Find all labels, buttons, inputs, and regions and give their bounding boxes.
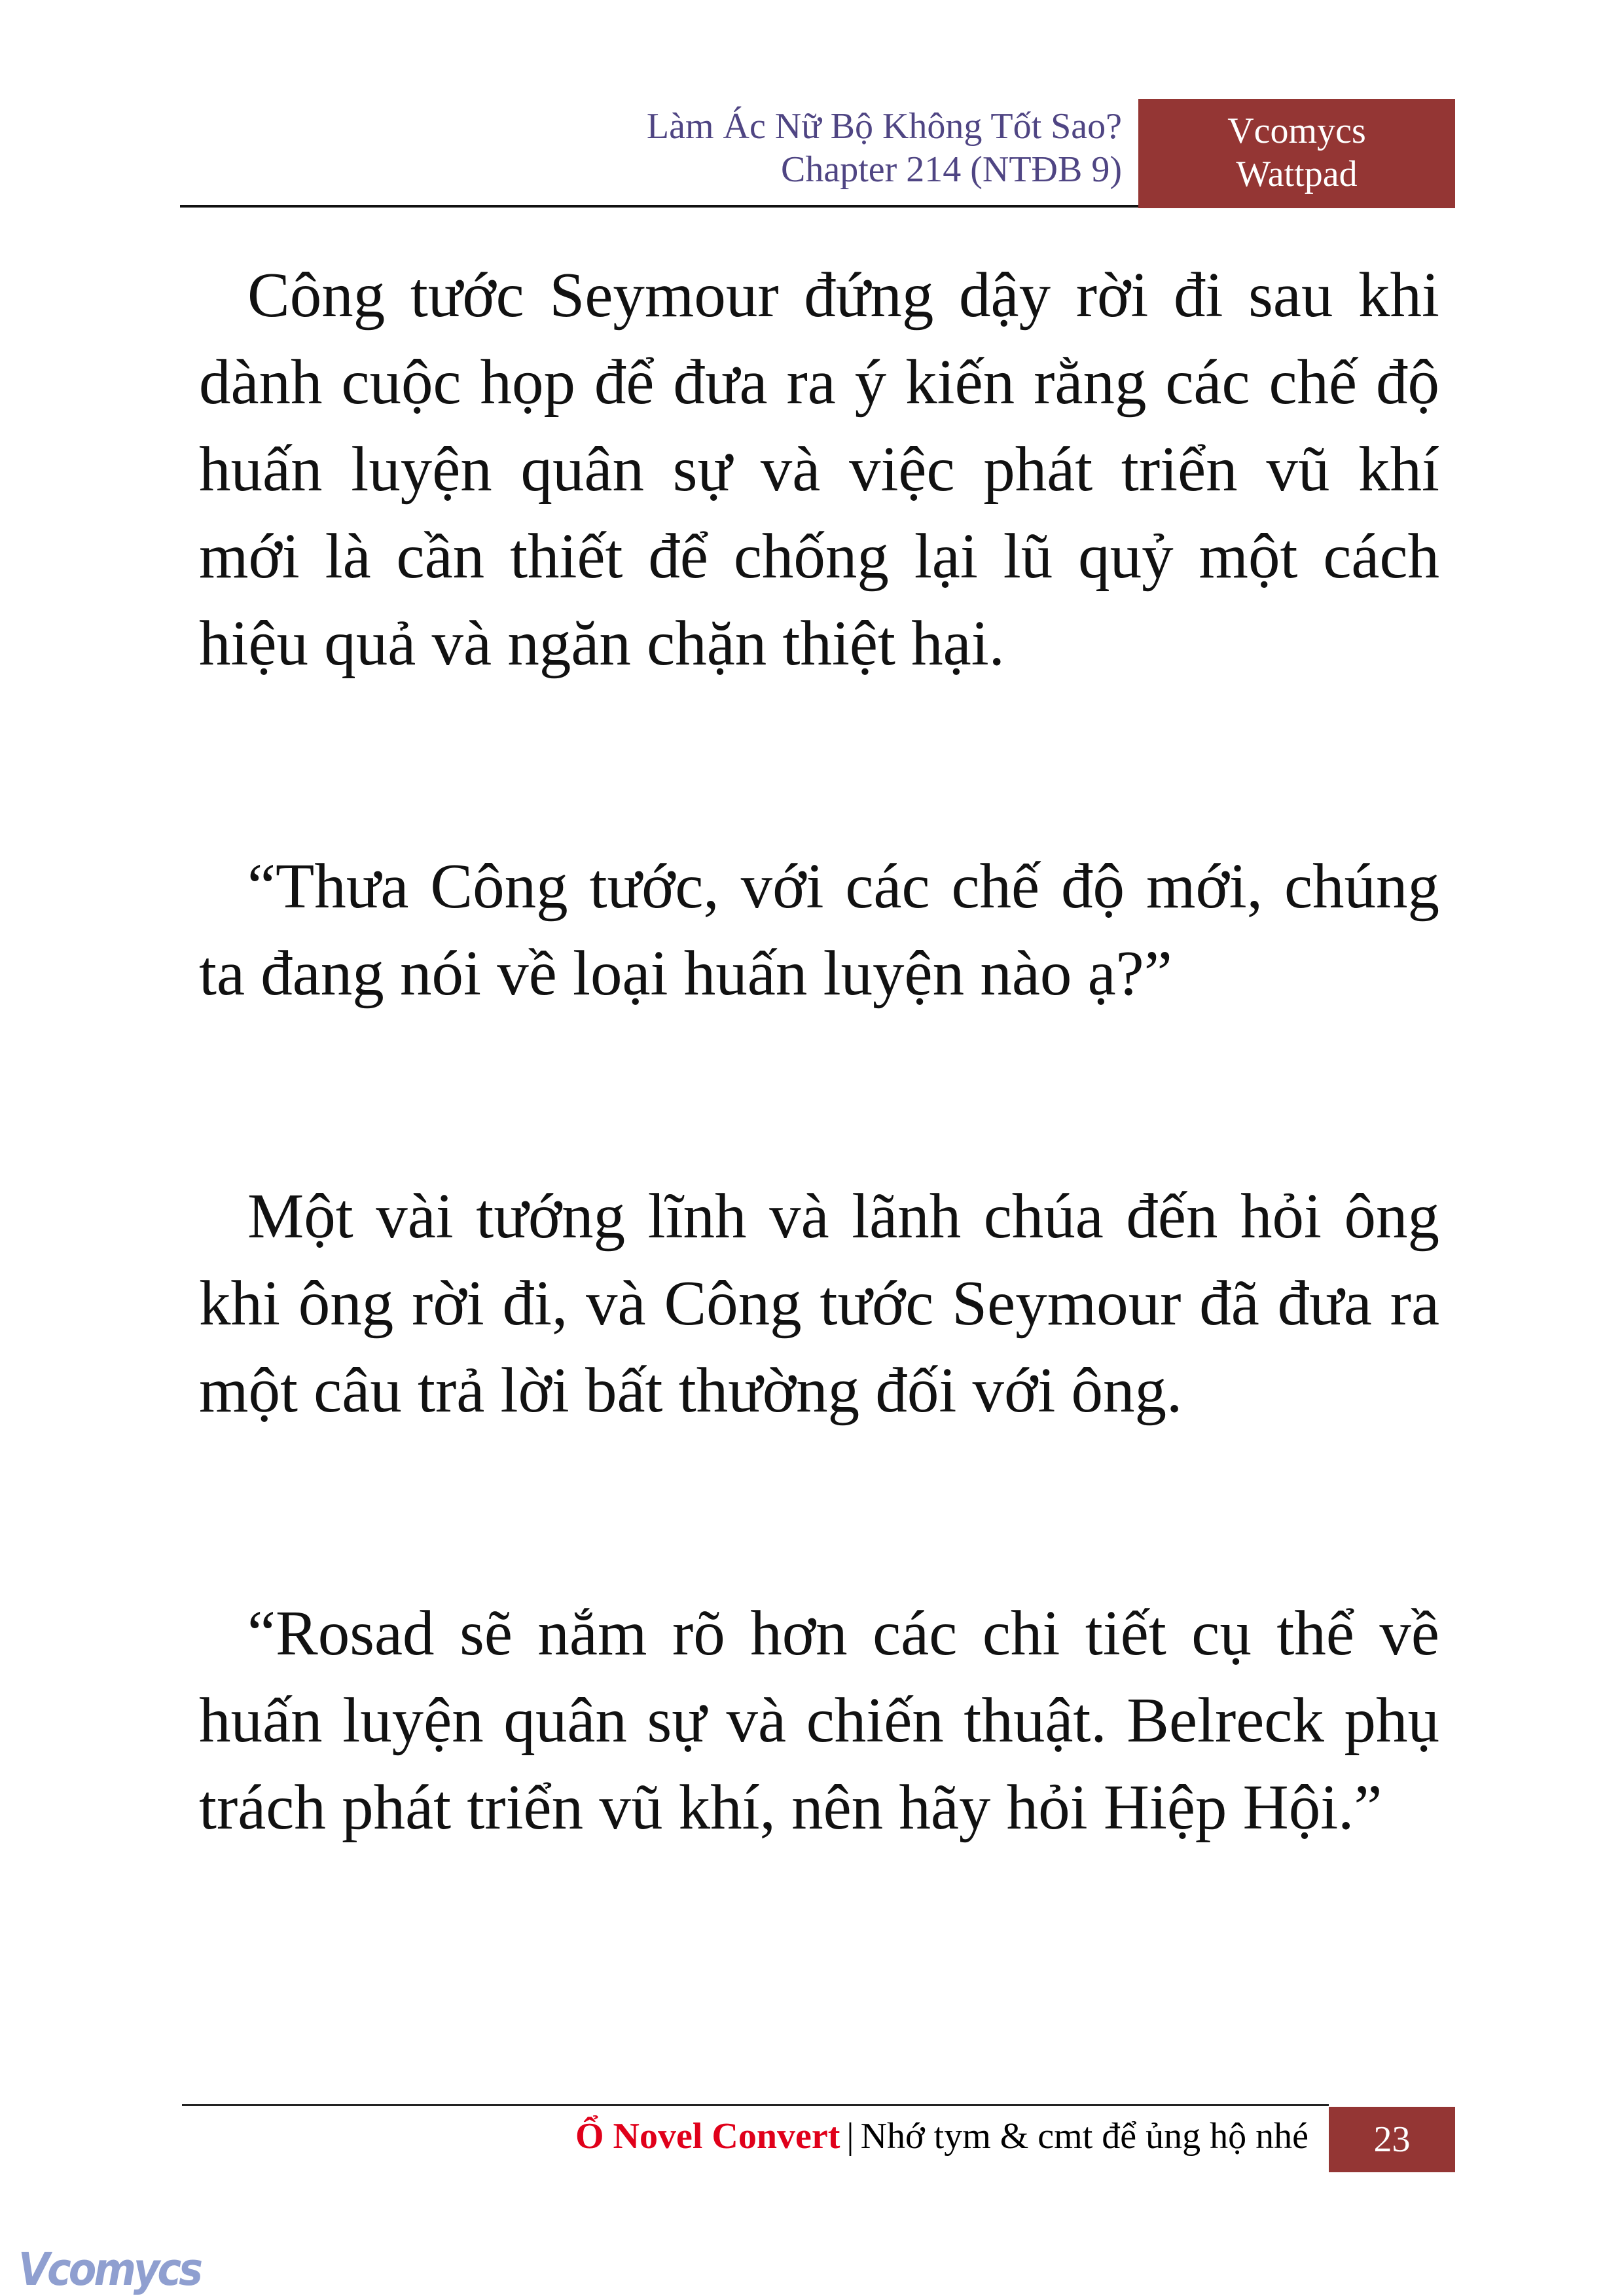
footer-separator: | bbox=[846, 2116, 854, 2157]
badge-line-1: Vcomycs bbox=[1227, 111, 1366, 151]
page-body bbox=[199, 251, 1439, 2007]
watermark-logo: Vcomycs bbox=[18, 2243, 201, 2296]
footer-brand: Ổ Novel Convert bbox=[575, 2116, 840, 2157]
header-badge bbox=[1138, 99, 1455, 208]
paragraph: “Rosad sẽ nắm rõ hơn các chi tiết cụ thể về huấn luyện quân sự và chiến thuật. Belreck phụ trách phát triển vũ khí, nên hãy hỏi Hiệp Hội.” bbox=[199, 1598, 1439, 1842]
footer-rule bbox=[182, 2104, 1329, 2106]
book-title: Làm Ác Nữ Bộ Không Tốt Sao? bbox=[646, 106, 1122, 147]
footer-message: Nhớ tym & cmt để ủng hộ nhé bbox=[860, 2116, 1308, 2157]
paragraph: Công tước Seymour đứng dậy rời đi sau khi dành cuộc họp để đưa ra ý kiến rằng các chế độ huấn luyện quân sự và việc phát triển vũ khí mới là cần thiết để chống lại lũ quỷ một cách hiệu quả và ngăn chặn thiệt hại. bbox=[199, 260, 1439, 678]
chapter-label: Chapter 214 (NTĐB 9) bbox=[780, 149, 1122, 190]
paragraph: “Thưa Công tước, với các chế độ mới, chúng ta đang nói về loại huấn luyện nào ạ?” bbox=[199, 851, 1439, 1008]
header-rule bbox=[180, 205, 1138, 208]
running-header bbox=[647, 105, 1122, 191]
footer-text bbox=[575, 2113, 1308, 2159]
badge-line-2: Wattpad bbox=[1236, 154, 1358, 194]
paragraph: Một vài tướng lĩnh và lãnh chúa đến hỏi ông khi ông rời đi, và Công tước Seymour đã đưa ra một câu trả lời bất thường đối với ông. bbox=[199, 1181, 1439, 1425]
page-number: 23 bbox=[1329, 2107, 1455, 2172]
